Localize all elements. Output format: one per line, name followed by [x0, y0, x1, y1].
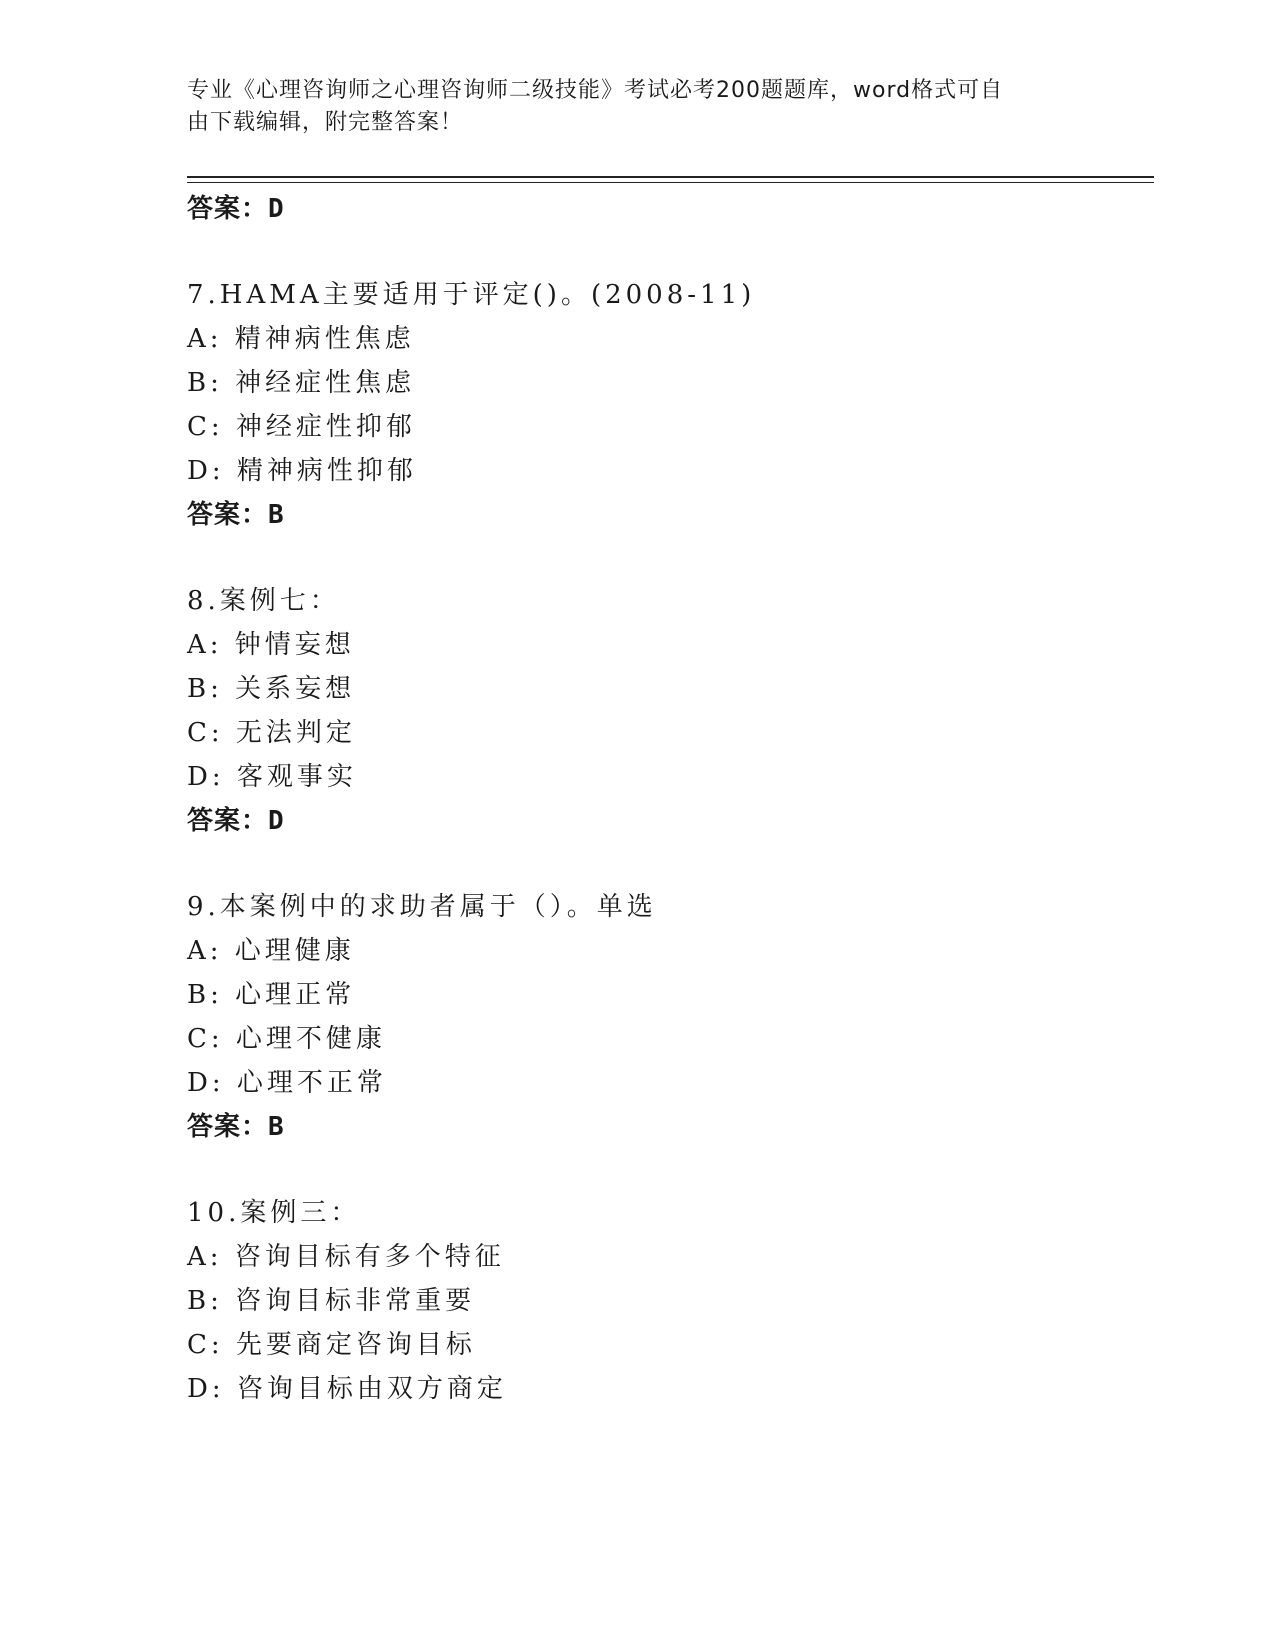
header-line-2: 由下载编辑，附完整答案！	[187, 110, 464, 135]
answer-label: 答案：	[187, 194, 269, 224]
question-stem: 9.本案例中的求助者属于（）。单选	[187, 892, 657, 922]
option-b: B: 咨询目标非常重要	[187, 1286, 476, 1316]
question-stem: 10.案例三：	[187, 1198, 361, 1228]
header-divider-thick	[187, 176, 1154, 178]
answer-value: B	[268, 500, 285, 530]
answer-line	[187, 494, 285, 531]
header-line-1: 专业《心理咨询师之心理咨询师二级技能》考试必考200题题库，word格式可自	[187, 78, 1004, 103]
answer-line	[187, 188, 285, 225]
option-a: A: 咨询目标有多个特征	[187, 1242, 505, 1272]
option-d: D: 客观事实	[187, 762, 357, 792]
answer-value: D	[268, 194, 285, 224]
answer-line	[187, 800, 285, 837]
option-d: D: 精神病性抑郁	[187, 456, 417, 486]
answer-value: D	[268, 806, 285, 836]
question-stem: 7.HAMA主要适用于评定()。(2008-11)	[187, 280, 756, 310]
option-d: D: 咨询目标由双方商定	[187, 1374, 507, 1404]
option-c: C: 无法判定	[187, 718, 356, 748]
answer-label: 答案：	[187, 1112, 269, 1142]
answer-label: 答案：	[187, 500, 269, 530]
answer-value: B	[268, 1112, 285, 1142]
answer-line	[187, 1106, 285, 1143]
option-d: D: 心理不正常	[187, 1068, 387, 1098]
option-b: B: 心理正常	[187, 980, 356, 1010]
option-c: C: 心理不健康	[187, 1024, 386, 1054]
option-c: C: 神经症性抑郁	[187, 412, 416, 442]
document-header	[187, 75, 1067, 139]
option-a: A: 钟情妄想	[187, 630, 355, 660]
answer-label: 答案：	[187, 806, 269, 836]
option-a: A: 心理健康	[187, 936, 355, 966]
question-stem: 8.案例七：	[187, 586, 340, 616]
option-c: C: 先要商定咨询目标	[187, 1330, 476, 1360]
option-a: A: 精神病性焦虑	[187, 324, 415, 354]
option-b: B: 神经症性焦虑	[187, 368, 416, 398]
header-divider-thin	[187, 182, 1154, 183]
option-b: B: 关系妄想	[187, 674, 356, 704]
